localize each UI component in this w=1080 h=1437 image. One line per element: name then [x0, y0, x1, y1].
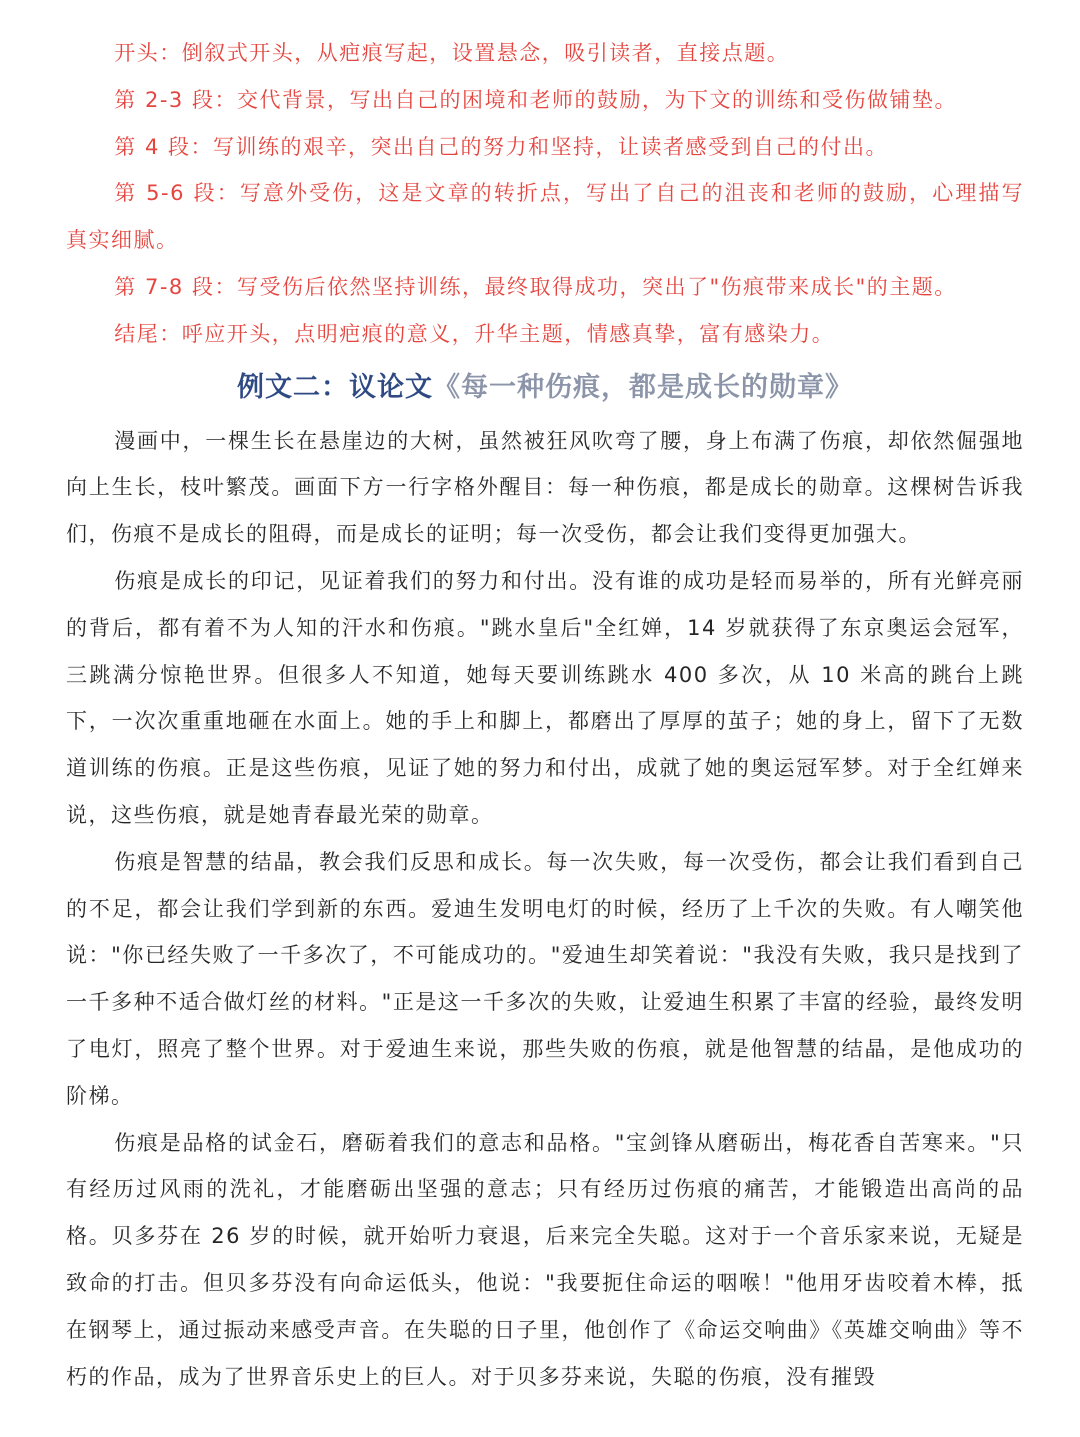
note-ending: 结尾：呼应开头，点明疤痕的意义，升华主题，情感真挚，富有感染力。 — [114, 321, 835, 346]
analysis-notes — [66, 30, 1024, 358]
note-opening: 开头：倒叙式开头，从疤痕写起，设置悬念，吸引读者，直接点题。 — [114, 41, 790, 65]
essay-body — [66, 418, 1024, 1401]
essay-paragraph-2: 伤痕是成长的印记，见证着我们的努力和付出。没有谁的成功是轻而易举的，所有光鲜亮丽的背后，都有着不为人知的汗水和伤痕。"跳水皇后"全红婵，14 岁就获得了东京奥运会冠军，三跳满分惊艳世界。但很多人不知道，她每天要训练跳水 400 多次，从 10 米高的跳台上跳下，一次次重重地砸在水面上。她的手上和脚上，都磨出了厚厚的茧子；她的身上，留下了无数道训练的伤痕。正是这些伤痕，见证了她的努力和付出，成就了她的奥运冠军梦。对于全红婵来说，这些伤痕，就是她青春最光荣的勋章。 — [66, 568, 1024, 827]
essay-title-name: 《每一种伤痕，都是成长的勋章》 — [433, 371, 853, 403]
essay-paragraph-1: 漫画中，一棵生长在悬崖边的大树，虽然被狂风吹弯了腰，身上布满了伤痕，却依然倔强地向上生长，枝叶繁茂。画面下方一行字格外醒目：每一种伤痕，都是成长的勋章。这棵树告诉我们，伤痕不是成长的阻碍，而是成长的证明；每一次受伤，都会让我们变得更加强大。 — [66, 428, 1024, 547]
essay-title — [66, 362, 1024, 414]
note-paragraph-4: 第 4 段：写训练的艰辛，突出自己的努力和坚持，让读者感受到自己的付出。 — [114, 134, 889, 159]
essay-title-label: 例文二：议论文 — [237, 371, 433, 403]
essay-paragraph-3: 伤痕是智慧的结晶，教会我们反思和成长。每一次失败，每一次受伤，都会让我们看到自己的不足，都会让我们学到新的东西。爱迪生发明电灯的时候，经历了上千次的失败。有人嘲笑他说："你已经失败了一千多次了，不可能成功的。"爱迪生却笑着说："我没有失败，我只是找到了一千多种不适合做灯丝的材料。"正是这一千多次的失败，让爱迪生积累了丰富的经验，最终发明了电灯，照亮了整个世界。对于爱迪生来说，那些失败的伤痕，就是他智慧的结晶，是他成功的阶梯。 — [66, 849, 1024, 1108]
essay-paragraph-4: 伤痕是品格的试金石，磨砺着我们的意志和品格。"宝剑锋从磨砺出，梅花香自苦寒来。"只有经历过风雨的洗礼，才能磨砺出坚强的意志；只有经历过伤痕的痛苦，才能锻造出高尚的品格。贝多芬在 26 岁的时候，就开始听力衰退，后来完全失聪。这对于一个音乐家来说，无疑是致命的打击。但贝多芬没有向命运低头，他说："我要扼住命运的咽喉！"他用牙齿咬着木棒，抵在钢琴上，通过振动来感受声音。在失聪的日子里，他创作了《命运交响曲》《英雄交响曲》等不朽的作品，成为了世界音乐史上的巨人。对于贝多芬来说，失聪的伤痕，没有摧毁 — [66, 1130, 1024, 1389]
document-page — [66, 30, 1024, 1400]
note-paragraph-7-8: 第 7-8 段：写受伤后依然坚持训练，最终取得成功，突出了"伤痕带来成长"的主题。 — [114, 274, 957, 299]
note-paragraph-2-3: 第 2-3 段：交代背景，写出自己的困境和老师的鼓励，为下文的训练和受伤做铺垫。 — [114, 87, 957, 112]
note-paragraph-5-6: 第 5-6 段：写意外受伤，这是文章的转折点，写出了自己的沮丧和老师的鼓励，心理描写真实细腻。 — [66, 181, 1024, 253]
